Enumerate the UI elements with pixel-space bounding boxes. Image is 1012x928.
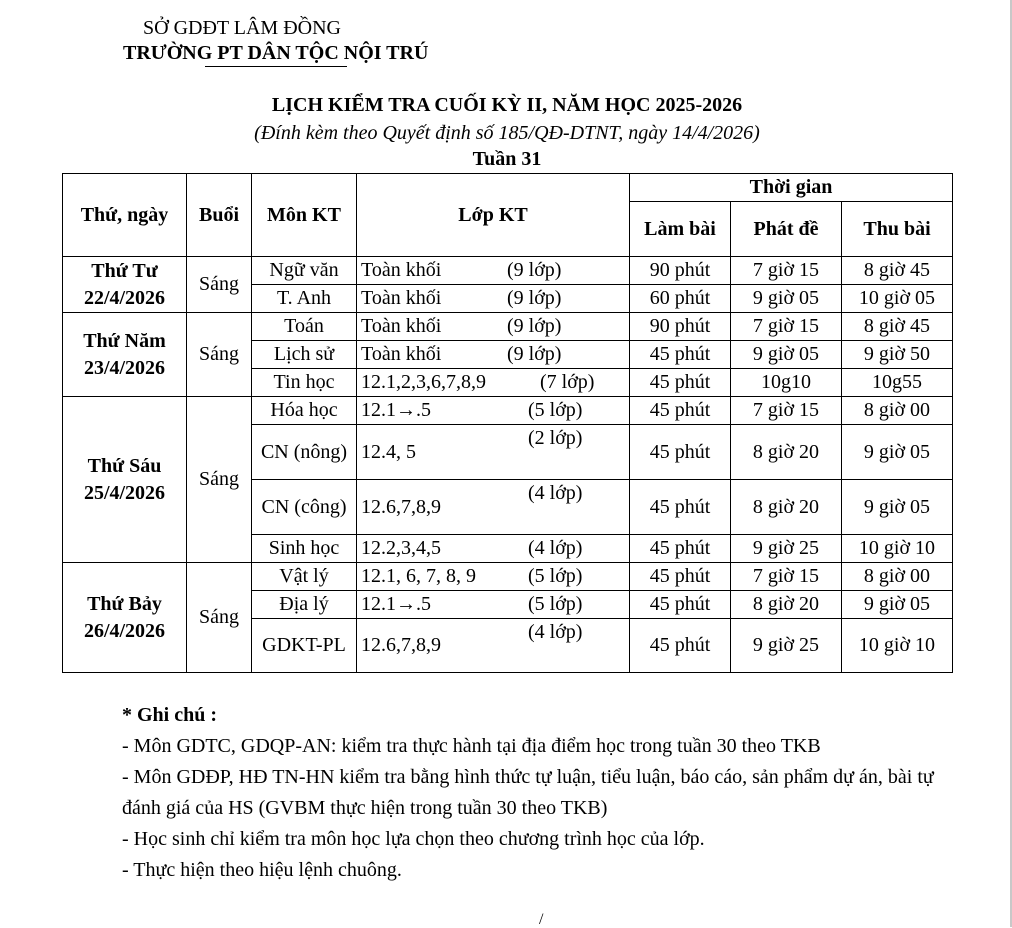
note-item: - Thực hiện theo hiệu lệnh chuông. [122, 859, 402, 881]
notes-section [122, 700, 962, 886]
department-name: SỞ GDĐT LÂM ĐỒNG [143, 17, 341, 39]
classes-text: 12.1, 6, 7, 8, 9 [361, 565, 476, 587]
week-label: Tuần 31 [472, 148, 542, 170]
duration-cell: 45 phút [630, 341, 731, 369]
day-date: 25/4/2026 [83, 481, 166, 504]
header-duration: Làm bài [630, 202, 731, 257]
table-row [63, 563, 953, 591]
day-date: 23/4/2026 [83, 356, 166, 379]
classes-text: Toàn khối [361, 315, 442, 337]
day-name: Thứ Sáu [87, 454, 162, 477]
class-count: (9 lớp) [507, 343, 562, 365]
exam-schedule-table [62, 173, 953, 673]
end-cell: 10g55 [842, 369, 953, 397]
end-cell: 9 giờ 50 [842, 341, 953, 369]
classes-cell [357, 535, 630, 563]
header-end: Thu bài [842, 202, 953, 257]
classes-cell [357, 285, 630, 313]
subject-cell: CN (công) [252, 480, 357, 535]
end-cell: 10 giờ 10 [842, 535, 953, 563]
end-cell: 9 giờ 05 [842, 591, 953, 619]
session-cell: Sáng [187, 563, 252, 673]
end-cell: 9 giờ 05 [842, 480, 953, 535]
classes-cell [357, 313, 630, 341]
class-count: (9 lớp) [507, 315, 562, 337]
subject-cell: Vật lý [252, 563, 357, 591]
start-cell: 10g10 [731, 369, 842, 397]
classes-text: 12.1→.5 [361, 399, 431, 421]
subject-cell: Hóa học [252, 397, 357, 425]
class-count: (5 lớp) [528, 565, 583, 587]
school-name: TRƯỜNG PT DÂN TỘC NỘI TRÚ [123, 42, 429, 64]
class-count: (4 lớp) [528, 537, 583, 559]
classes-cell [357, 257, 630, 285]
classes-cell [357, 563, 630, 591]
session-cell: Sáng [187, 257, 252, 313]
day-cell [63, 563, 187, 673]
table-row [63, 313, 953, 341]
classes-cell [357, 369, 630, 397]
class-count: (2 lớp) [528, 427, 583, 449]
footer-mark: / [539, 911, 544, 928]
duration-cell: 45 phút [630, 425, 731, 480]
class-count: (4 lớp) [528, 621, 583, 643]
note-item: - Môn GDTC, GDQP-AN: kiểm tra thực hành tại địa điểm học trong tuần 30 theo TKB [122, 735, 821, 757]
duration-cell: 60 phút [630, 285, 731, 313]
duration-cell: 90 phút [630, 257, 731, 285]
duration-cell: 45 phút [630, 563, 731, 591]
duration-cell: 45 phút [630, 480, 731, 535]
table-header [63, 174, 953, 257]
class-count: (5 lớp) [528, 593, 583, 615]
classes-cell [357, 397, 630, 425]
class-count: (7 lớp) [540, 371, 595, 393]
day-date: 22/4/2026 [83, 286, 166, 309]
subject-cell: Lịch sử [252, 341, 357, 369]
start-cell: 9 giờ 25 [731, 619, 842, 673]
document-title: LỊCH KIỂM TRA CUỐI KỲ II, NĂM HỌC 2025-2026 [271, 94, 743, 116]
day-date: 26/4/2026 [83, 619, 166, 642]
classes-text: Toàn khối [361, 259, 442, 281]
classes-text: 12.6,7,8,9 [361, 495, 441, 518]
end-cell: 8 giờ 45 [842, 313, 953, 341]
classes-text: 12.6,7,8,9 [361, 634, 441, 656]
start-cell: 9 giờ 05 [731, 285, 842, 313]
table-row [63, 257, 953, 285]
subject-cell: Toán [252, 313, 357, 341]
header-session: Buổi [187, 174, 252, 257]
classes-cell [357, 425, 630, 480]
classes-text: Toàn khối [361, 343, 442, 365]
session-cell: Sáng [187, 397, 252, 563]
start-cell: 9 giờ 25 [731, 535, 842, 563]
day-name: Thứ Năm [83, 329, 166, 352]
end-cell: 10 giờ 05 [842, 285, 953, 313]
document-subtitle: (Đính kèm theo Quyết định số 185/QĐ-DTNT, ngày 14/4/2026) [254, 122, 760, 144]
duration-cell: 45 phút [630, 397, 731, 425]
start-cell: 8 giờ 20 [731, 480, 842, 535]
end-cell: 8 giờ 00 [842, 397, 953, 425]
header-day: Thứ, ngày [63, 174, 187, 257]
duration-cell: 45 phút [630, 369, 731, 397]
day-name: Thứ Bảy [87, 592, 162, 615]
end-cell: 8 giờ 45 [842, 257, 953, 285]
duration-cell: 45 phút [630, 619, 731, 673]
start-cell: 7 giờ 15 [731, 313, 842, 341]
classes-cell [357, 341, 630, 369]
classes-text: Toàn khối [361, 287, 442, 309]
class-count: (5 lớp) [528, 399, 583, 421]
class-count: (9 lớp) [507, 259, 562, 281]
duration-cell: 90 phút [630, 313, 731, 341]
note-item: - Học sinh chỉ kiểm tra môn học lựa chọn theo chương trình học của lớp. [122, 828, 705, 850]
end-cell: 9 giờ 05 [842, 425, 953, 480]
school-underline [205, 66, 347, 67]
day-cell [63, 257, 187, 313]
start-cell: 7 giờ 15 [731, 257, 842, 285]
classes-text: 12.4, 5 [361, 440, 416, 463]
class-count: (9 lớp) [507, 287, 562, 309]
subject-cell: GDKT-PL [252, 619, 357, 673]
start-cell: 8 giờ 20 [731, 591, 842, 619]
classes-text: 12.2,3,4,5 [361, 537, 441, 559]
day-cell [63, 397, 187, 563]
classes-cell [357, 591, 630, 619]
classes-cell [357, 480, 630, 535]
classes-cell [357, 619, 630, 673]
day-cell [63, 313, 187, 397]
subject-cell: T. Anh [252, 285, 357, 313]
classes-text: 12.1→.5 [361, 593, 431, 615]
duration-cell: 45 phút [630, 535, 731, 563]
subject-cell: Sinh học [252, 535, 357, 563]
subject-cell: Địa lý [252, 591, 357, 619]
start-cell: 7 giờ 15 [731, 563, 842, 591]
header-classes: Lớp KT [357, 174, 630, 257]
day-name: Thứ Tư [91, 259, 158, 282]
notes-heading: * Ghi chú : [122, 704, 218, 726]
duration-cell: 45 phút [630, 591, 731, 619]
classes-text: 12.1,2,3,6,7,8,9 [361, 371, 486, 393]
end-cell: 8 giờ 00 [842, 563, 953, 591]
note-item: - Môn GDĐP, HĐ TN-HN kiểm tra bằng hình thức tự luận, tiểu luận, báo cáo, sản phẩm dự án, bài tự đánh giá của HS (GVBM thực hiện trong tuần 30 theo TKB) [122, 766, 934, 819]
subject-cell: Tin học [252, 369, 357, 397]
subject-cell: Ngữ văn [252, 257, 357, 285]
session-cell: Sáng [187, 313, 252, 397]
table-row [63, 397, 953, 425]
header-time-group: Thời gian [630, 174, 953, 202]
start-cell: 9 giờ 05 [731, 341, 842, 369]
end-cell: 10 giờ 10 [842, 619, 953, 673]
subject-cell: CN (nông) [252, 425, 357, 480]
start-cell: 7 giờ 15 [731, 397, 842, 425]
start-cell: 8 giờ 20 [731, 425, 842, 480]
header-subject: Môn KT [252, 174, 357, 257]
header-start: Phát đề [731, 202, 842, 257]
class-count: (4 lớp) [528, 482, 583, 504]
